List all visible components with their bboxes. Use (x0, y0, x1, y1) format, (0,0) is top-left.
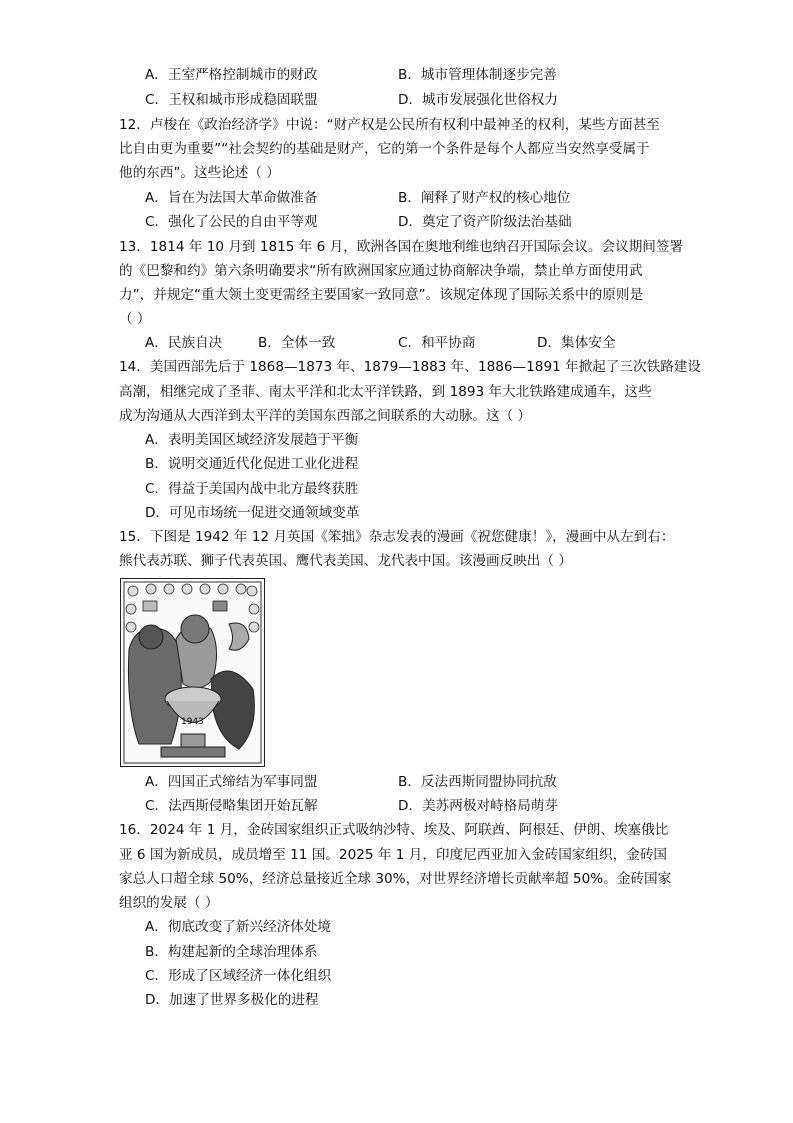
q13-option-c: C．和平协商 (398, 335, 476, 351)
q13-stem-line-1: 13．1814 年 10 月到 1815 年 6 月，欧洲各国在奥地利维也纳召开国际会议。会议期间签署 (119, 239, 684, 255)
q15-option-b: B．反法西斯同盟协同抗敌 (398, 774, 557, 790)
q15-stem-line-2: 熊代表苏联、狮子代表英国、鹰代表美国、龙代表中国。该漫画反映出（ ） (119, 553, 572, 569)
q12-option-b: B．阐释了财产权的核心地位 (398, 190, 571, 206)
q11-option-b: B．城市管理体制逐步完善 (398, 67, 557, 83)
q11-option-c: C．王权和城市形成稳固联盟 (145, 92, 318, 108)
q11-option-d: D．城市发展强化世俗权力 (398, 92, 558, 108)
q16-stem-line-3: 家总人口超全球 50%，经济总量接近全球 30%，对世界经济增长贡献率超 50%。金砖国家 (119, 871, 672, 887)
cartoon-bowl-label: 1943 (181, 717, 204, 727)
q16-stem-line-1: 16．2024 年 1 月，金砖国家组织正式吸纳沙特、埃及、阿联酋、阿根廷、伊朗、埃塞俄比 (119, 822, 669, 838)
q12-option-a: A．旨在为法国大革命做准备 (145, 190, 318, 206)
q14-stem-line-2: 高潮，相继完成了圣菲、南太平洋和北太平洋铁路，到 1893 年大北铁路建成通车，这些 (119, 384, 652, 400)
q12-option-c: C．强化了公民的自由平等观 (145, 214, 318, 230)
q14-option-b: B．说明交通近代化促进工业化进程 (145, 456, 359, 472)
q11-option-a: A．王室严格控制城市的财政 (145, 67, 318, 83)
cartoon-image (120, 578, 265, 767)
q14-stem-line-1: 14．美国西部先后于 1868—1873 年、1879—1883 年、1886—1891 年掀起了三次铁路建设 (119, 359, 701, 375)
q16-stem-line-4: 组织的发展（ ） (119, 895, 219, 911)
q12-stem-line-3: 他的东西”。这些论述（ ） (119, 165, 280, 181)
q15-option-c: C．法西斯侵略集团开始瓦解 (145, 798, 318, 814)
q13-option-d: D．集体安全 (537, 335, 616, 351)
q12-option-d: D．奠定了资产阶级法治基础 (398, 214, 572, 230)
q14-option-a: A．表明美国区域经济发展趋于平衡 (145, 432, 359, 448)
q13-stem-line-2: 的《巴黎和约》第六条明确要求“所有欧洲国家应通过协商解决争端，禁止单方面使用武 (119, 263, 643, 279)
q16-option-a: A．彻底改变了新兴经济体处境 (145, 919, 332, 935)
q13-option-b: B．全体一致 (258, 335, 336, 351)
q13-option-a: A．民族自决 (145, 335, 223, 351)
q16-stem-line-2: 亚 6 国为新成员，成员增至 11 国。2025 年 1 月，印度尼西亚加入金砖国家组织，金砖国 (119, 847, 668, 863)
q14-stem-line-3: 成为沟通从大西洋到太平洋的美国东西部之间联系的大动脉。这（ ） (119, 408, 532, 424)
q12-stem-line-1: 12．卢梭在《政治经济学》中说：“财产权是公民所有权利中最神圣的权利，某些方面甚至 (119, 117, 660, 133)
q16-option-b: B．构建起新的全球治理体系 (145, 944, 318, 960)
q12-stem-line-2: 比自由更为重要”“社会契约的基础是财产，它的第一个条件是每个人都应当安然享受属于 (119, 141, 650, 157)
q14-option-d: D．可见市场统一促进交通领域变革 (145, 505, 360, 521)
q13-stem-line-4: （ ） (119, 311, 151, 327)
q15-option-d: D．美苏两极对峙格局萌芽 (398, 798, 558, 814)
q16-option-d: D．加速了世界多极化的进程 (145, 992, 319, 1008)
q16-option-c: C．形成了区域经济一体化组织 (145, 968, 332, 984)
q15-stem-line-1: 15．下图是 1942 年 12 月英国《笨拙》杂志发表的漫画《祝您健康！》，漫画中从左到右： (119, 529, 675, 545)
q14-option-c: C．得益于美国内战中北方最终获胜 (145, 481, 359, 497)
q15-option-a: A．四国正式缔结为军事同盟 (145, 774, 318, 790)
q13-stem-line-3: 力”，并规定“重大领土变更需经主要国家一致同意”。该规定体现了国际关系中的原则是 (119, 287, 644, 303)
